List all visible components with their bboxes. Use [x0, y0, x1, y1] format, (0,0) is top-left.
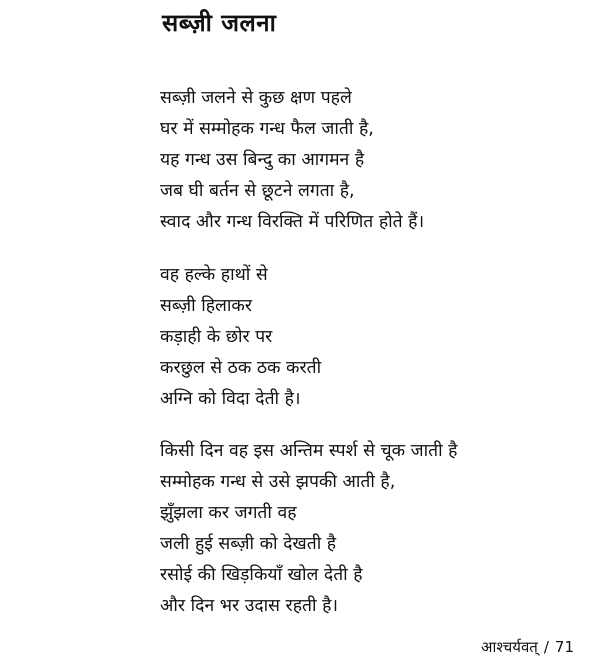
poem-line: करछुल से ठक ठक करती [160, 358, 322, 378]
poem-line: जली हुई सब्ज़ी को देखती है [160, 534, 337, 554]
stanza-2 [160, 260, 321, 415]
stanza-3 [160, 436, 457, 622]
book-title: आश्चर्यवत् [481, 638, 538, 656]
poem-line: और दिन भर उदास रहती है। [160, 596, 338, 616]
poem-line: रसोई की खिड़कियाँ खोल देती है [160, 565, 363, 585]
poem-line: घर में सम्मोहक गन्ध फैल जाती है, [160, 119, 374, 139]
poem-line: सम्मोहक गन्ध से उसे झपकी आती है, [160, 472, 396, 492]
page-number: 71 [554, 638, 574, 656]
poem-line: वह हल्के हाथों से [160, 265, 268, 285]
footer-separator: / [543, 638, 549, 656]
poem-line: कड़ाही के छोर पर [160, 327, 273, 347]
poem-title: सब्ज़ी जलना [162, 9, 277, 37]
page-footer [481, 637, 574, 657]
poem-line: यह गन्ध उस बिन्दु का आगमन है [160, 150, 365, 170]
poem-line: स्वाद और गन्ध विरक्ति में परिणित होते हैं। [160, 212, 425, 232]
stanza-1 [160, 83, 424, 238]
poem-line: झुँझला कर जगती वह [160, 503, 297, 523]
poem-line: सब्ज़ी जलने से कुछ क्षण पहले [160, 88, 352, 108]
poem-line: किसी दिन वह इस अन्तिम स्पर्श से चूक जाती है [160, 441, 458, 461]
poem-line: सब्ज़ी हिलाकर [160, 296, 253, 316]
poem-line: जब घी बर्तन से छूटने लगता है, [160, 181, 355, 201]
poem-line: अग्नि को विदा देती है। [160, 389, 301, 409]
